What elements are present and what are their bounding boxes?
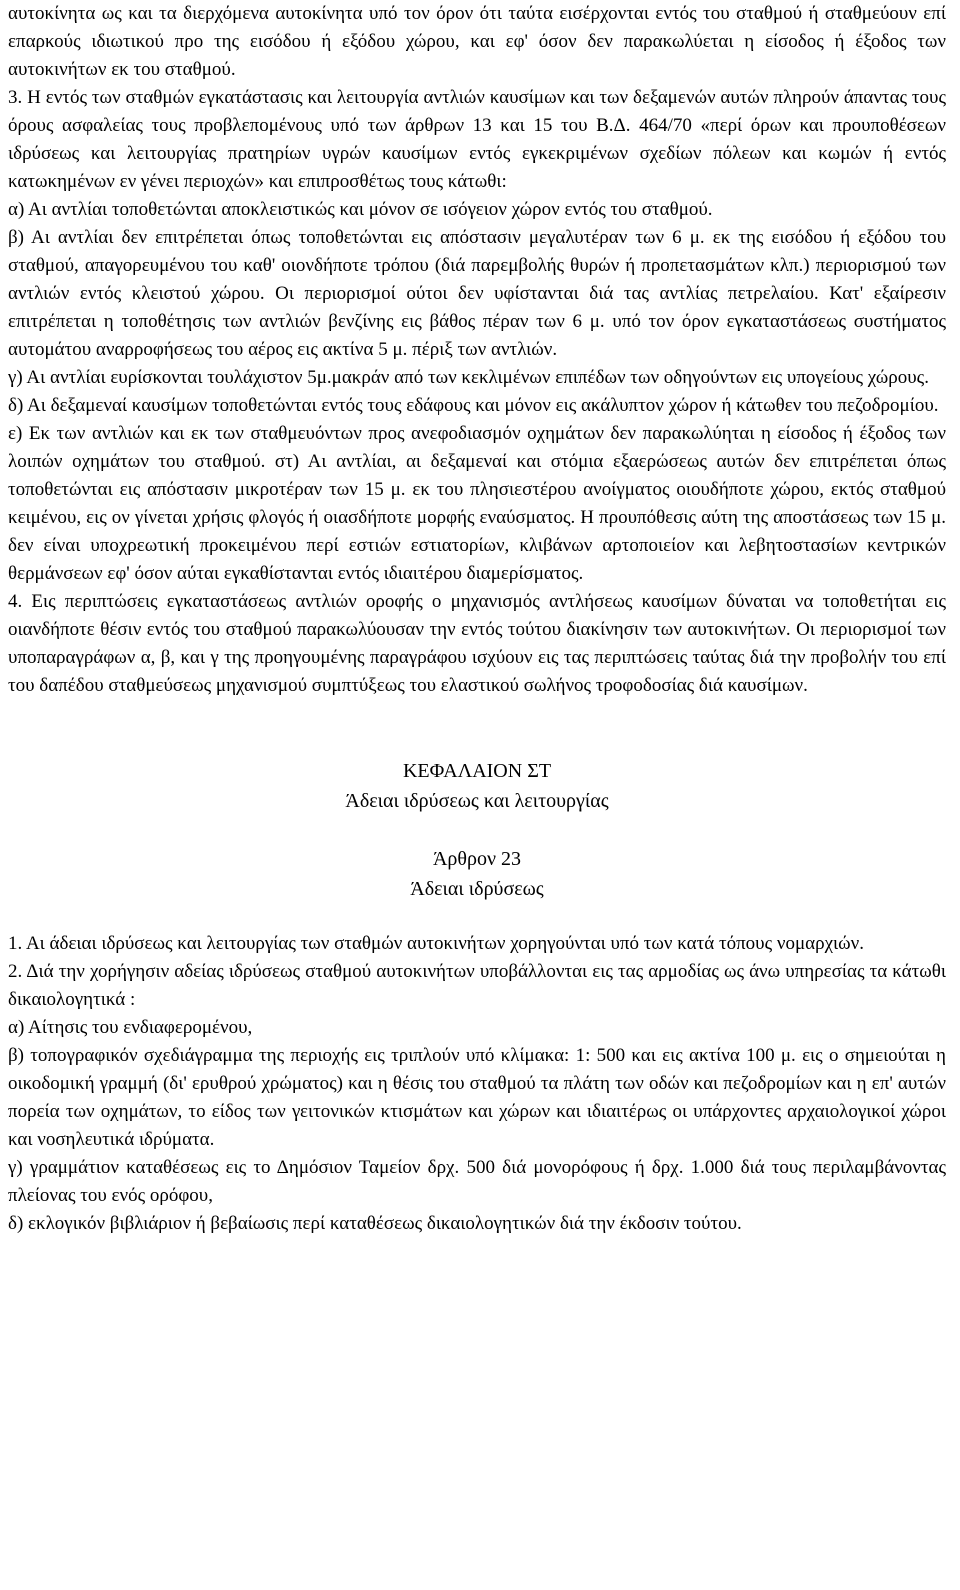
spacer (8, 816, 946, 844)
article-paragraph-2c: γ) γραμμάτιον καταθέσεως εις το Δημόσιον Ταμείον δρχ. 500 διά μονορόφους ή δρχ. 1.000 διά τους περιλαμβάνοντας πλείονας του ενός ορόφου, (8, 1157, 946, 1206)
chapter-number: ΚΕΦΑΛΑΙΟΝ ΣΤ (402, 760, 552, 782)
paragraph-3b: β) Αι αντλίαι δεν επιτρέπεται όπως τοποθετώνται εις απόστασιν μεγαλυτέραν των 6 μ. εκ της εισόδου ή εξόδου του σταθμού, απαγορευμένου του καθ' οιονδήποτε τρόπου (διά παρεμβολής θυρών ή προπετασμάτων κλπ.) περιορισμού των αντλιών εντός κλειστού χώρου. Οι περιορισμοί ούτοι δεν υφίστανται διά τας αντλίας πετρελαίου. Κατ' εξαίρεσιν επιτρέπεται η τοποθέτησις των αντλιών βενζίνης εις βάθος πέραν των 6 μ. υπό τον όρον εγκαταστάσεως συστήματος αυτομάτου αναρροφήσεως του αέρος εις ακτίνα 5 μ. πέριξ των αντλιών. (8, 227, 946, 360)
article-paragraph-2: 2. Διά την χορήγησιν αδείας ιδρύσεως σταθμού αυτοκινήτων υποβάλλονται εις τας αρμοδίας ως άνω υπηρεσίας τα κάτωθι δικαιολογητικά : (8, 961, 946, 1010)
article-paragraph-2d: δ) εκλογικόν βιβλιάριον ή βεβαίωσις περί καταθέσεως δικαιολογητικών διά την έκδοσιν τούτου. (8, 1213, 742, 1234)
paragraph-3c: γ) Αι αντλίαι ευρίσκονται τουλάχιστον 5μ.μακράν από των κεκλιμένων επιπέδων των οδηγούντων εις υπογείους χώρους. (8, 367, 929, 388)
paragraph-continuation: αυτοκίνητα ως και τα διερχόμενα αυτοκίνητα υπό τον όρον ότι ταύτα εισέρχονται εντός του σταθμού ή σταθμεύουν επί επαρκούς ιδιωτικού προ της εισόδου ή εξόδου χώρου, και εφ' όσον δεν παρακωλύεται η είσοδος ή έξοδος των αυτοκινήτων εκ του σταθμού. (8, 3, 946, 80)
article-title: Άδειαι ιδρύσεως (410, 878, 544, 900)
paragraph-4: 4. Εις περιπτώσεις εγκαταστάσεως αντλιών οροφής ο μηχανισμός αντλήσεως καυσίμων δύναται να τοποθετήται εις οιανδήποτε θέσιν εντός του σταθμού παρακωλύουσαν την εντός τούτου διακίνησιν των αυτοκινήτων. Οι περιορισμοί των υποπαραγράφων α, β, και γ της προηγουμένης παραγράφου ισχύουν εις τας περιπτώσεις ταύτας διά την προβολήν του επί του δαπέδου σταθμεύσεως μηχανισμού συμπτύξεως του ελαστικού σωλήνος τροφοδοσίας διά καυσίμων. (8, 591, 946, 696)
spacer (8, 904, 946, 930)
spacer (8, 700, 946, 756)
article-paragraph-1: 1. Αι άδειαι ιδρύσεως και λειτουργίας των σταθμών αυτοκινήτων χορηγούνται υπό των κατά τόπους νομαρχιών. (8, 933, 864, 954)
article-paragraph-2a: α) Αίτησις του ενδιαφερομένου, (8, 1017, 253, 1038)
article-number: Άρθρον 23 (432, 848, 522, 870)
paragraph-3a: α) Αι αντλίαι τοποθετώνται αποκλειστικώς και μόνον σε ισόγειον χώρον εντός του σταθμού. (8, 199, 713, 220)
paragraph-3e: ε) Εκ των αντλιών και εκ των σταθμευόντων προς ανεφοδιασμόν οχημάτων δεν παρακωλύηται η είσοδος ή έξοδος των λοιπών οχημάτων του σταθμού. στ) Αι αντλίαι, αι δεξαμεναί και στόμια εξαερώσεως αυτών δεν επιτρέπεται όπως τοποθετώνται εις απόστασιν μικροτέραν των 15 μ. εκ του πλησιεστέρου ανοίγματος οιουδήποτε χώρου, εκτός σταθμού κειμένου, εις ον γίνεται χρήσις φλογός ή οιασδήποτε μορφής εναύσματος. Η προυπόθεσις αύτη της αποστάσεως των 15 μ. δεν είναι υποχρεωτική προκειμένου περί εστιών εστιατορίων, κλιβάνων αρτοποιείον και λεβητοστασίων κεντρικών θερμάνσεων εφ' όσον αύται εγκαθίστανται εντός ιδιαιτέρου διαμερίσματος. (8, 423, 946, 584)
paragraph-3: 3. Η εντός των σταθμών εγκατάστασις και λειτουργία αντλιών καυσίμων και των δεξαμενών αυτών πληρούν άπαντας τους όρους ασφαλείας τους προβλεπομένους υπό των άρθρων 13 και 15 του Β.Δ. 464/70 «περί όρων και προυποθέσεων ιδρύσεως και λειτουργίας πρατηρίων υγρών καυσίμων εντός εγκεκριμένων σχεδίων πόλεων και κωμών ή εντός κατωκημένων εν γένει περιοχών» και επιπροσθέτως τους κάτωθι: (8, 87, 946, 192)
chapter-title: Άδειαι ιδρύσεως και λειτουργίας (345, 790, 609, 812)
paragraph-3d: δ) Αι δεξαμεναί καυσίμων τοποθετώνται εντός τους εδάφους και μόνον εις ακάλυπτον χώρον ή κάτωθεν του πεζοδρομίου. (8, 395, 939, 416)
article-paragraph-2b: β) τοπογραφικόν σχεδιάγραμμα της περιοχής εις τριπλούν υπό κλίμακα: 1: 500 και εις ακτίνα 100 μ. εις ο σημειούται η οικοδομική γραμμή (δι' ερυθρού χρώματος) και η θέσις του σταθμού τα πλάτη των οδών και πεζοδρομίων και η επ' αυτών πορεία των οχημάτων, το είδος των γειτονικών κτισμάτων και χώρων και ιδιαιτέρως οι υπάρχοντες αρχαιολογικοί χώροι και νοσηλευτικά ιδρύματα. (8, 1045, 946, 1150)
